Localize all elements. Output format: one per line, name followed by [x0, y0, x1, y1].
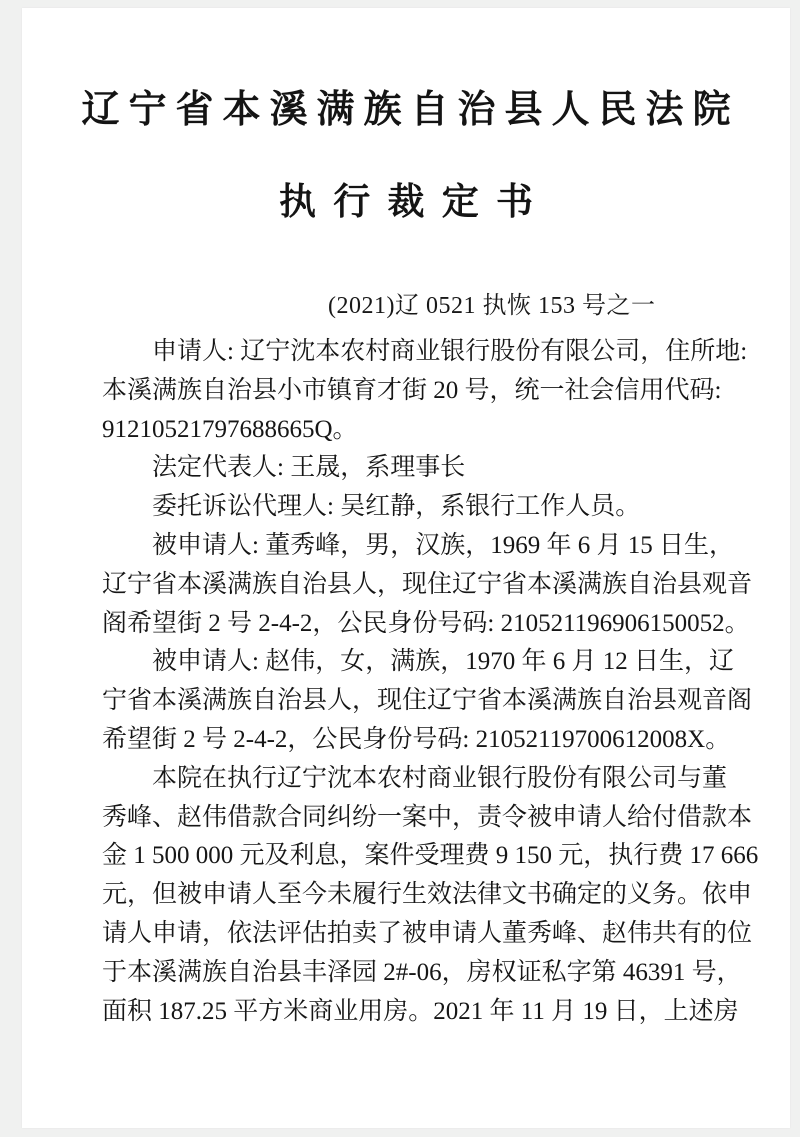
- body-line: 被申请人: 董秀峰，男，汉族，1969 年 6 月 15 日生，: [152, 531, 734, 559]
- body-line: 本溪满族自治县小市镇育才街 20 号，统一社会信用代码:: [102, 376, 722, 404]
- document-body: [102, 333, 768, 1031]
- court-name-heading: 辽宁省本溪满族自治县人民法院: [81, 89, 740, 131]
- body-line: 辽宁省本溪满族自治县人，现住辽宁省本溪满族自治县观音: [102, 570, 753, 598]
- case-number: (2021)辽 0521 执恢 153 号之一: [328, 293, 656, 319]
- body-line: 宁省本溪满族自治县人，现住辽宁省本溪满族自治县观音阁: [102, 687, 753, 715]
- body-line: 91210521797688665Q。: [102, 415, 358, 443]
- body-line: 法定代表人: 王晟，系理事长: [152, 454, 466, 482]
- body-line: 本院在执行辽宁沈本农村商业银行股份有限公司与董: [152, 764, 728, 792]
- body-line: 申请人: 辽宁沈本农村商业银行股份有限公司，住所地:: [152, 338, 748, 365]
- body-line: 秀峰、赵伟借款合同纠纷一案中，责令被申请人给付借款本: [102, 803, 753, 831]
- body-line: 元，但被申请人至今未履行生效法律文书确定的义务。依申: [102, 881, 753, 909]
- body-line: 于本溪满族自治县丰泽园 2#-06，房权证私字第 46391 号，: [102, 958, 742, 986]
- body-line: 希望街 2 号 2-4-2，公民身份号码: 21052119700612008X。: [102, 725, 731, 753]
- body-line: 被申请人: 赵伟，女，满族，1970 年 6 月 12 日生，辽: [152, 648, 734, 676]
- body-line: 委托诉讼代理人: 吴红静，系银行工作人员。: [152, 493, 641, 521]
- document-title: 执 行 裁 定 书: [279, 182, 537, 223]
- body-line: 金 1 500 000 元及利息，案件受理费 9 150 元，执行费 17 666: [102, 842, 759, 870]
- body-line: 面积 187.25 平方米商业用房。2021 年 11 月 19 日，上述房: [102, 997, 739, 1025]
- body-line: 阁希望街 2 号 2-4-2，公民身份号码: 210521196906150052。: [102, 609, 750, 637]
- document-page: [22, 8, 790, 1128]
- body-line: 请人申请，依法评估拍卖了被申请人董秀峰、赵伟共有的位: [102, 919, 753, 947]
